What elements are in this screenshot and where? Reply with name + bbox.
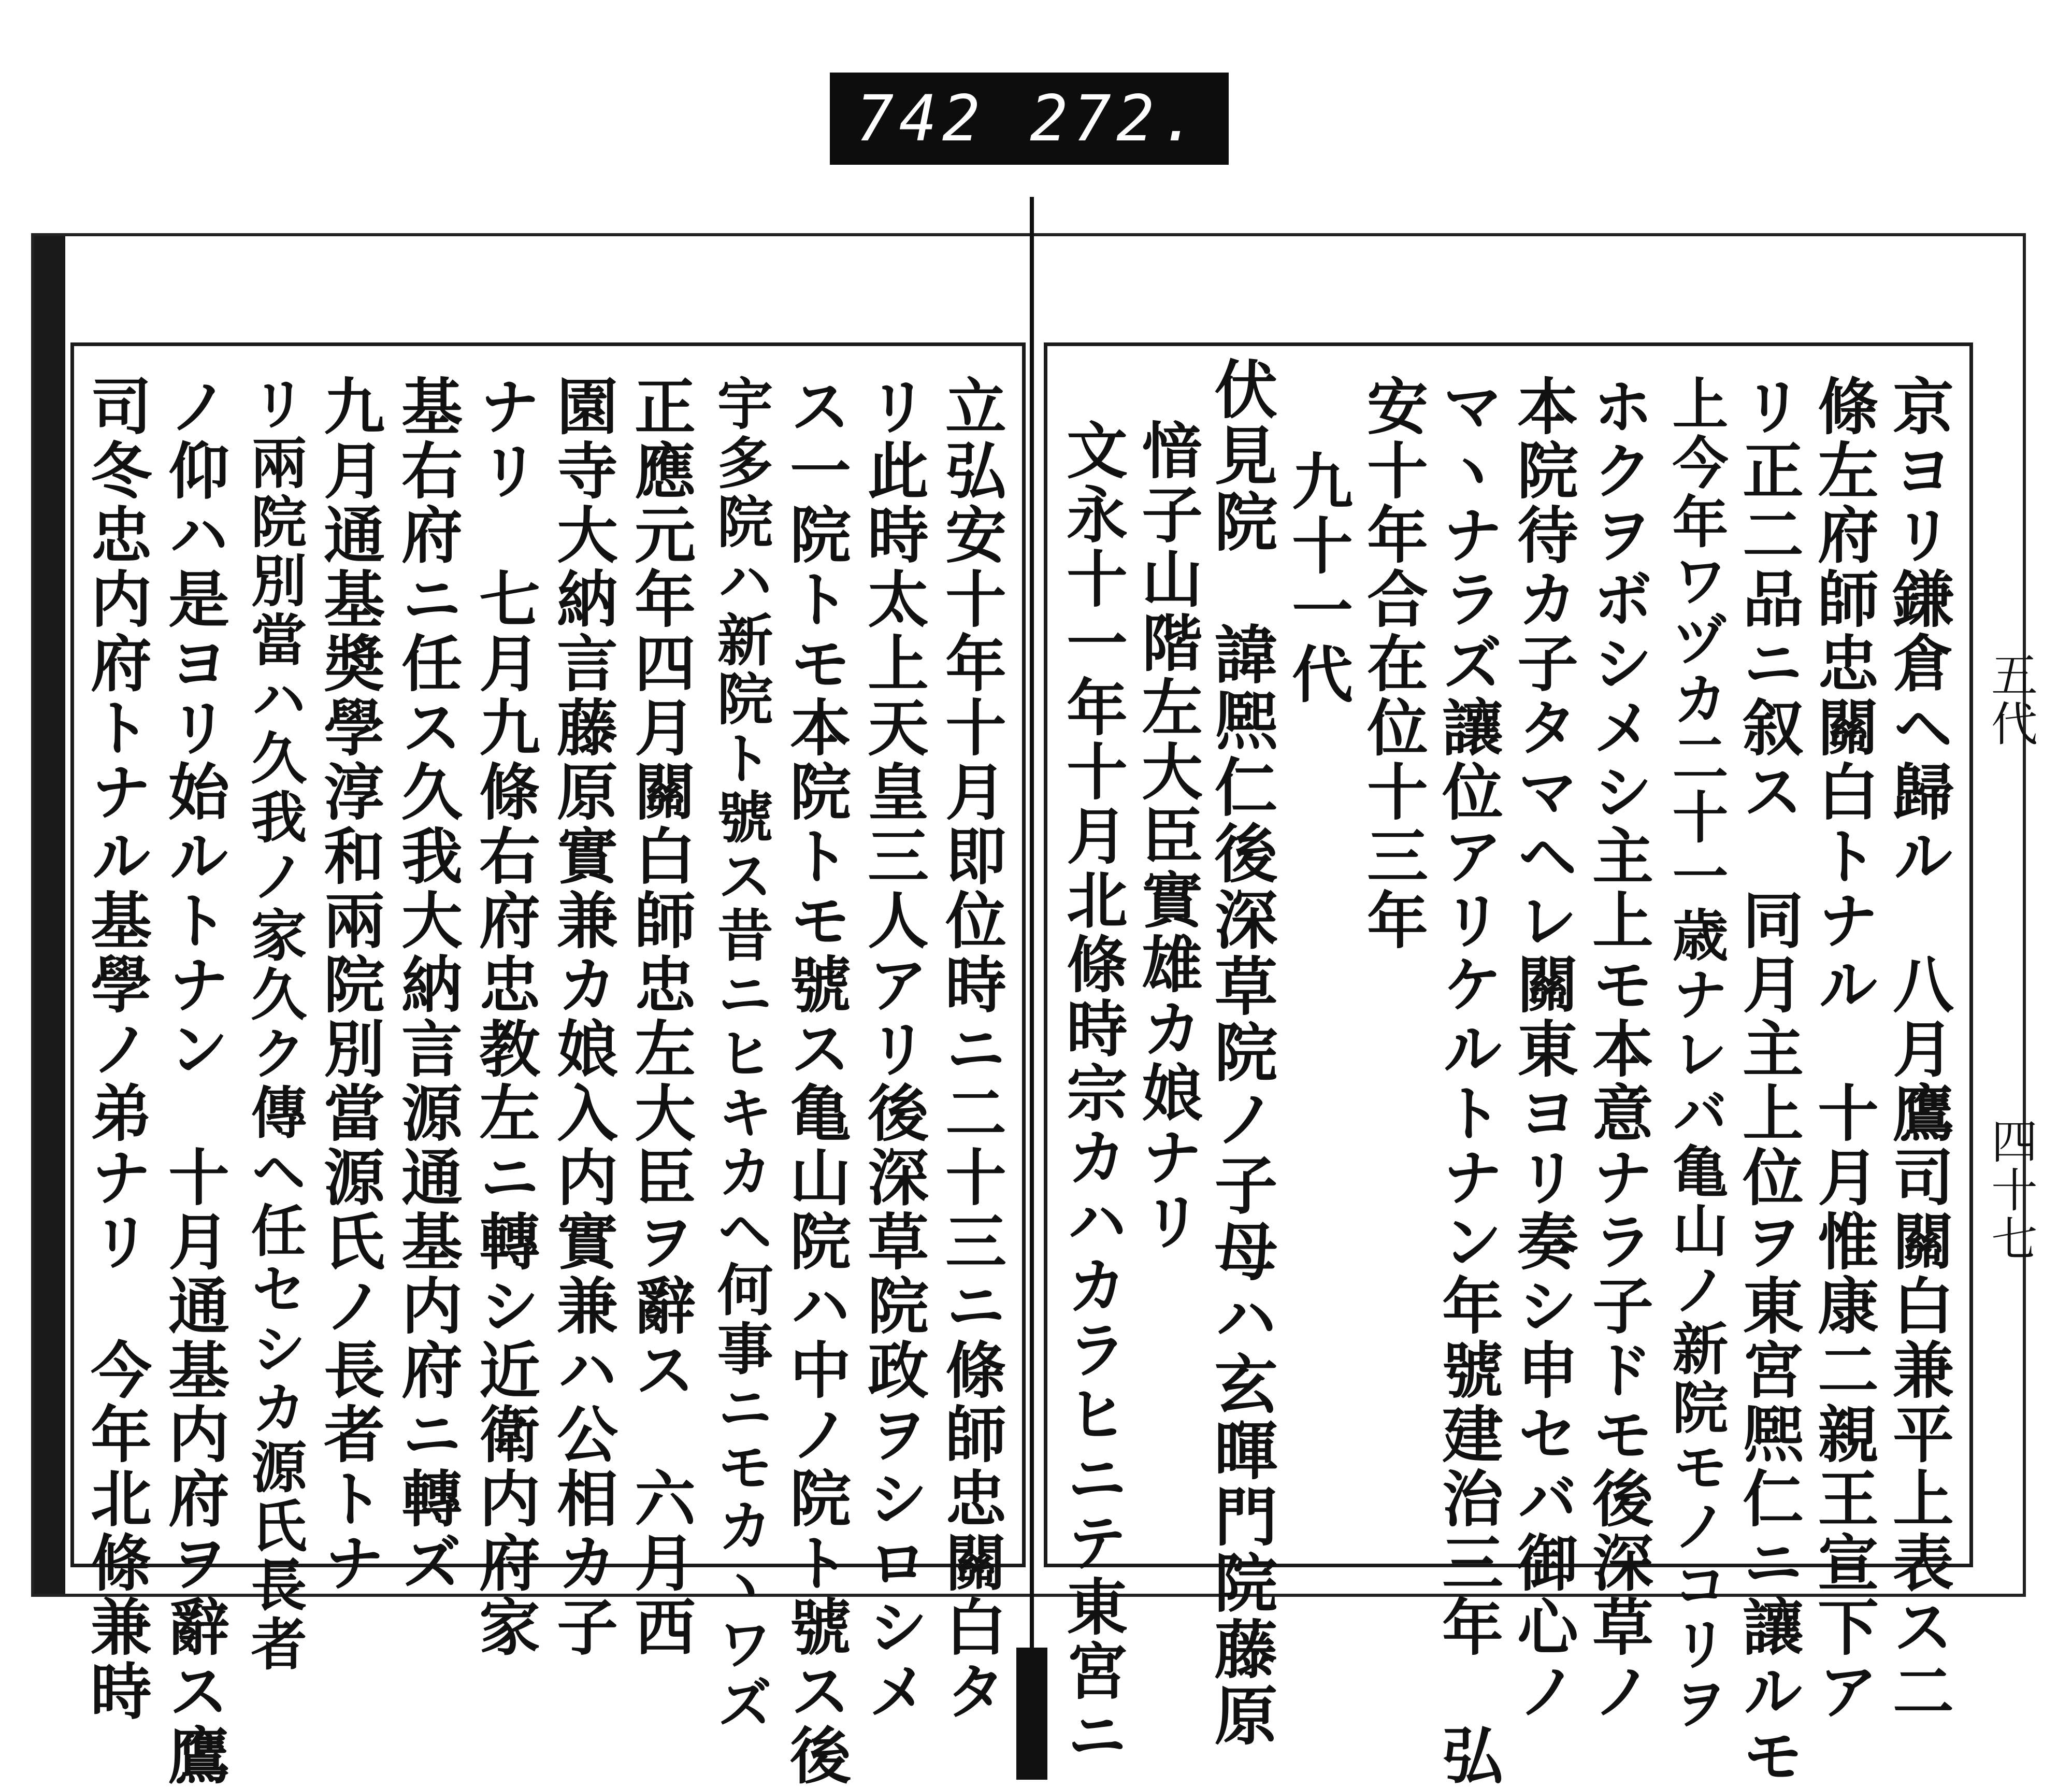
left-column-12: 司冬忠内府トナル基學ノ弟ナリ 今年北條兼時	[80, 375, 152, 1724]
right-column-7: マヽナラズ讓位アリケルトナン年號建治三年 弘	[1432, 375, 1504, 1788]
left-column-6: 園寺大納言藤原實兼カ娘入内實兼ハ公相カ子	[546, 375, 618, 1660]
left-column-2: リ此時太上天皇三人アリ後深草院政ヲシロシメ	[857, 375, 929, 1724]
catalog-number-left: 742	[856, 82, 986, 155]
left-column-7: ナリ 七月九條右府忠教左ニ轉シ近衛内府家	[469, 375, 541, 1660]
left-leaf	[31, 233, 1034, 1788]
right-column-10: 伏見院 諱熈仁後深草院ノ子母ハ玄暉門院藤原	[1204, 356, 1278, 1749]
right-column-2: 條左府師忠關白トナル 十月惟康二親王宣下ア	[1807, 375, 1879, 1724]
left-column-10: リ兩院別當ハ久我ノ家久ク傳ヘ任セシカ源氏長者	[241, 375, 307, 1674]
right-column-3: リ正二品ニ叙ス 同月主上位ヲ東宮熈仁ニ讓ルモ	[1732, 375, 1804, 1788]
right-column-4: 上今年ワヅカ二十一歳ナレバ亀山ノ新院モノコリヲ	[1663, 375, 1728, 1733]
right-column-11: 愔子山階左大臣實雄カ娘ナリ	[1131, 419, 1203, 1254]
left-text-frame	[70, 342, 1026, 1788]
right-column-12: 文永十一年十月北條時宗カハカラヒニテ東宮ニ	[1056, 419, 1128, 1768]
left-column-11: ノ仰ハ是ヨリ始ルトナン 十月通基内府ヲ辭ス鷹	[158, 375, 230, 1788]
catalog-label	[830, 73, 1229, 165]
right-column-5: ホクヲボシメシ主上モ本意ナラ子ドモ後深草ノ	[1582, 375, 1654, 1724]
left-column-9: 九月通基奬學淳和兩院別當源氏ノ長者トナ	[313, 375, 385, 1595]
catalog-number-right: 272.	[1030, 82, 1203, 155]
left-column-5: 正應元年四月關白師忠左大臣ヲ辭ス 六月西	[624, 375, 696, 1660]
right-leaf	[1033, 233, 2037, 1788]
book-gutter	[1030, 197, 1034, 1689]
reign-heading: 九十一代	[1282, 450, 1354, 707]
left-column-8: 基右府ニ任ス久我大納言源通基内府ニ轉ズ	[391, 375, 463, 1595]
left-column-3: ス一院トモ本院トモ號ス亀山院ハ中ノ院ト號ス後	[780, 375, 852, 1788]
page-number: 四十七	[1983, 1117, 2037, 1263]
right-column-1: 京ヨリ鎌倉ヘ歸ル 八月鷹司關白兼平上表ス二	[1882, 375, 1954, 1724]
left-page-edge	[34, 236, 65, 1594]
right-column-8: 安十年合在位十三年	[1357, 375, 1429, 953]
right-text-frame	[1044, 342, 1973, 1788]
side-header: 五代	[1983, 651, 2037, 748]
book-spread	[10, 197, 2062, 1788]
gutter-shadow	[1016, 1648, 1047, 1780]
right-column-6: 本院待カ子タマヘレ關東ヨリ奏シ申セバ御心ノ	[1507, 375, 1579, 1724]
left-column-1: 立弘安十年十月即位時ニ二十三ニ條師忠關白タ	[935, 375, 1007, 1724]
left-column-4: 宇多院ハ新院ト號ス昔ニヒキカヘ何事ニモカヽワズ	[708, 375, 773, 1733]
